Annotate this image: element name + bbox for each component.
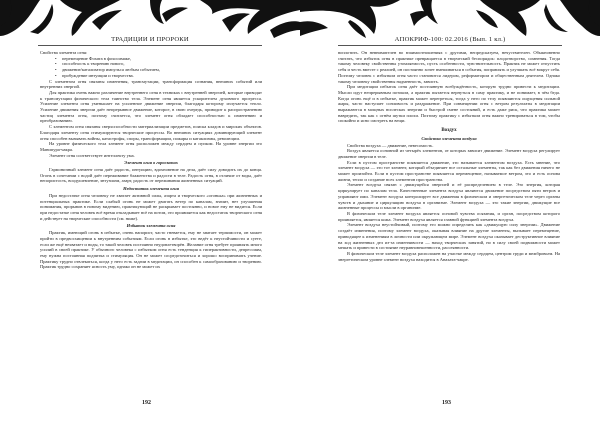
header-rule — [38, 45, 262, 46]
paragraph: Элемент воздуха неустойчивый, поэтому его можно определить как «движущую силу энергии». Движение создаёт изменения, поэтому элемент воздуха, оказывая влияние на другие элементы, вызывает перемещение, приводящее к изменениям в личности или окружающем мире. Элемент воздуха оказывает деструктивное влияние на ход жизненных дел из-за изменчивости — наход творческих занятий, но в силу своей подвижности может мешать и привести в состояние неуравновешенности, рассеянности. — [338, 222, 560, 251]
chapter-heading: Воздух — [441, 128, 457, 134]
page-number: 192 — [142, 400, 151, 406]
left-page-text — [40, 50, 262, 270]
paragraph: Свойства воздуха — движение, невесомость. — [347, 142, 434, 148]
running-head: АПОКРИФ-100: 02.2016 (Вып. 1 кл.) — [394, 36, 506, 43]
section-heading: Недостаток элемента огня — [123, 186, 179, 192]
paragraph: С элементом огня связаны изменения, трансмутации, трансформация сознания, внешних событий или внутренних энергий. — [40, 78, 262, 90]
paragraph: воплотить. Он невнимателен во взаимоотношениях с другими, непредсказуем, нечуствителен. Обыкновенно считать, что избыток огня в практике превращается в творческий беспорядок: плодотворство, сомнения. Тогда такому человеку свойственны утомляемость, пусть особенности, чувствительность. Практик не может отпустить себя и честь вместе с реалией, он постоянно хочет вмешиваться в события, поправлять и улучшать всё вокруг себя. Поэтому человек с избытком огня часто становится лидером, реформатором и общественным деятелем. Однако такому человеку свойственны надменность, зависть. — [338, 50, 560, 84]
list-item: • пробуждение интуиции и творчества. — [62, 73, 262, 79]
section-heading: Избыток элемента огня — [126, 223, 176, 229]
paragraph: На уровне физического тела элемент огня расположен между сердцем и пупком. На уровне энергии это Манипура-чакра. — [40, 141, 262, 152]
list-item: • движение/катализатор импульса любым событием, — [62, 67, 262, 73]
paragraph: При медитации избыток огня даёт постоянную возбуждённость, которую трудно привести к медитации. Мысли идут непрерывным потоком, а практик пытается вернуться в саму практику, и не понимает, в чём беда. Когда огонь ещё и в избытке, практик может перегреться, тогда у него по телу появляются ощущения сильной жары, часто наступает сонливость и раздражение. При совмещении огня с ветром результаты в медитации выражаются в мощных всплесках энергии и быстрой смене состояний, и есть даже риск, что практика может навредить, так как с огнём шутки плохи. Поэтому практику с избытком огня важно тренироваться в том, чтобы спокойно и ясно смотреть на вещи. — [338, 84, 560, 124]
paragraph: В физическом теле элемент воздуха расположен на участке между сердцем, центром груди и межбровьем. На энергетическом уровне элемент воздуха находится в Анахата-чакре. — [338, 250, 560, 262]
tribal-ornament-right — [300, 0, 600, 40]
paragraph: Воздух является основной из четырёх элементов, от которых зависит движение. Элемент воздуха регулирует движение энергии в теле. — [338, 148, 560, 159]
paragraph: С элементом огня связаны сверхспособности материализации предметов, поиска кладов и мирских объектов. Благодаря элементу огня стимулируются творческие процессы. Во внешних ситуациях доминирующий элемент огня способен вызывать войны, катастрофы, споры, трансформации, пожары и катаклизмы, революции. — [40, 124, 262, 141]
tribal-ornament-left — [0, 0, 300, 40]
right-page-text — [338, 50, 560, 262]
header-rule — [338, 45, 562, 46]
paragraph: Элемент огня соответствует интеллекту ума. — [49, 152, 135, 158]
paragraph: Для практика очень важно различение внутреннего огня в техниках с внутренней энергией, которые приводят к трансмутации физического тела таинство тела. Элемент огня является ускорителем духовного прогресса. Усиление элемента огня уменьшает на усиленное движение энергии, благодаря которому излучается тепло. Усиление движения энергии даёт непрерывное движение, которое, в свою очередь, приводит к распространению частиц элемента огня, поэтому считается, что элемент огня обладает способностью к изменению и преобразованию. — [40, 89, 262, 124]
paragraph: При недостатке огня человеку не хватает активной силы, азарта и творческого «огонька» при жизненных и потенциальных практике. Если слабый огонь не может двигать ветер по каналам, значит, нет улучшения понимания, прорывов в новому видению, практикующий не раскрывает постоянно, и новое ему не видится. Если при недостатке огня человек всё время откладывает всё на потом, это проявляется как недостаток творческого огня и действует на творческие способности (см. ниже). — [40, 192, 262, 221]
intro-line: Свойства элемента огня: — [40, 50, 88, 55]
section-heading: Свойства элемента воздуха — [421, 135, 477, 141]
paragraph: Гармоничный элемент огня даёт радость, интуицию, вдохновение на дела, даёт силу доводить их до конца. Огонь в сочетании с водой даёт переживание блаженства и радости в теле. Радость огня, в отличие от воды, даёт непористость, воодушевление, энтузиазм, азарт, радость от переживания жизненных ситуаций. — [40, 167, 262, 184]
paragraph: Элемент воздуха связан с движущейся энергией и её распределением в теле. Это энергия, которая циркулирует по каналам тела. Качественные элемента воздуха являются движение посредством пяти ветров и управляют ими. Элемент воздуха контролирует все движения в физическом и энергетическом теле через органы чувств и дыхание и циркуляцию воздуха в организме. Элемент воздуха — это такие энергии, движущие все жизненные процессы и мысли в организме. — [338, 182, 560, 211]
list-item: • способность к творению нового, — [62, 61, 262, 67]
paragraph: Если в пустом пространстве появляется движение, это называется элементом воздуха. Есть мнение, что элемент воздуха — это тот элемент, который объединяет все остальные элементы, так как без движения ничего не может произойти. Если в пустом пространстве появляется перемещение, называемое ветром, это и есть основа жизни, тепло и создание всех элементов пространства. — [338, 159, 560, 182]
list-item: • перемещение Фохата в фохосимаке, — [62, 56, 262, 62]
running-head: ТРАДИЦИИ И ПРОРОКИ — [111, 36, 189, 43]
paragraph: Практик, имеющий огонь в избытке, очень напорист, часто гневается, ему не хватает терпимости, он может пройти в предвосхищении к внутренним событиям. Если огонь в избытке, это ведёт к неустойчивости и суете, если же ещё нехватает и воды, то такой человек постоянно неудовлетворён. Желание огня требует проявлять много усилий в своей практике. У обычного человека с избытком огня есть тенденция к гиперактивности, депрессиям, ему нужна постоянная подпитка и стимуляция. Он не может сосредоточиться и хорошо воспринимать учение. Практику трудно отвлекаться, когда у него есть задачи в медитации, он способен к самообразованию и творению. Практик трудно сохраняет ясность уму, однако он не может их — [40, 230, 262, 270]
paragraph: В физическом теле элемент воздуха является основой чувства осязания, и орган, посредством которого проявляется, является кожа. Элемент воздуха является главной функцией элемента воздуха. — [338, 210, 560, 222]
right-page — [300, 0, 600, 424]
properties-list — [40, 56, 262, 79]
page-number: 193 — [442, 400, 451, 406]
section-heading: Элемент огня в гороскопах — [123, 160, 179, 166]
